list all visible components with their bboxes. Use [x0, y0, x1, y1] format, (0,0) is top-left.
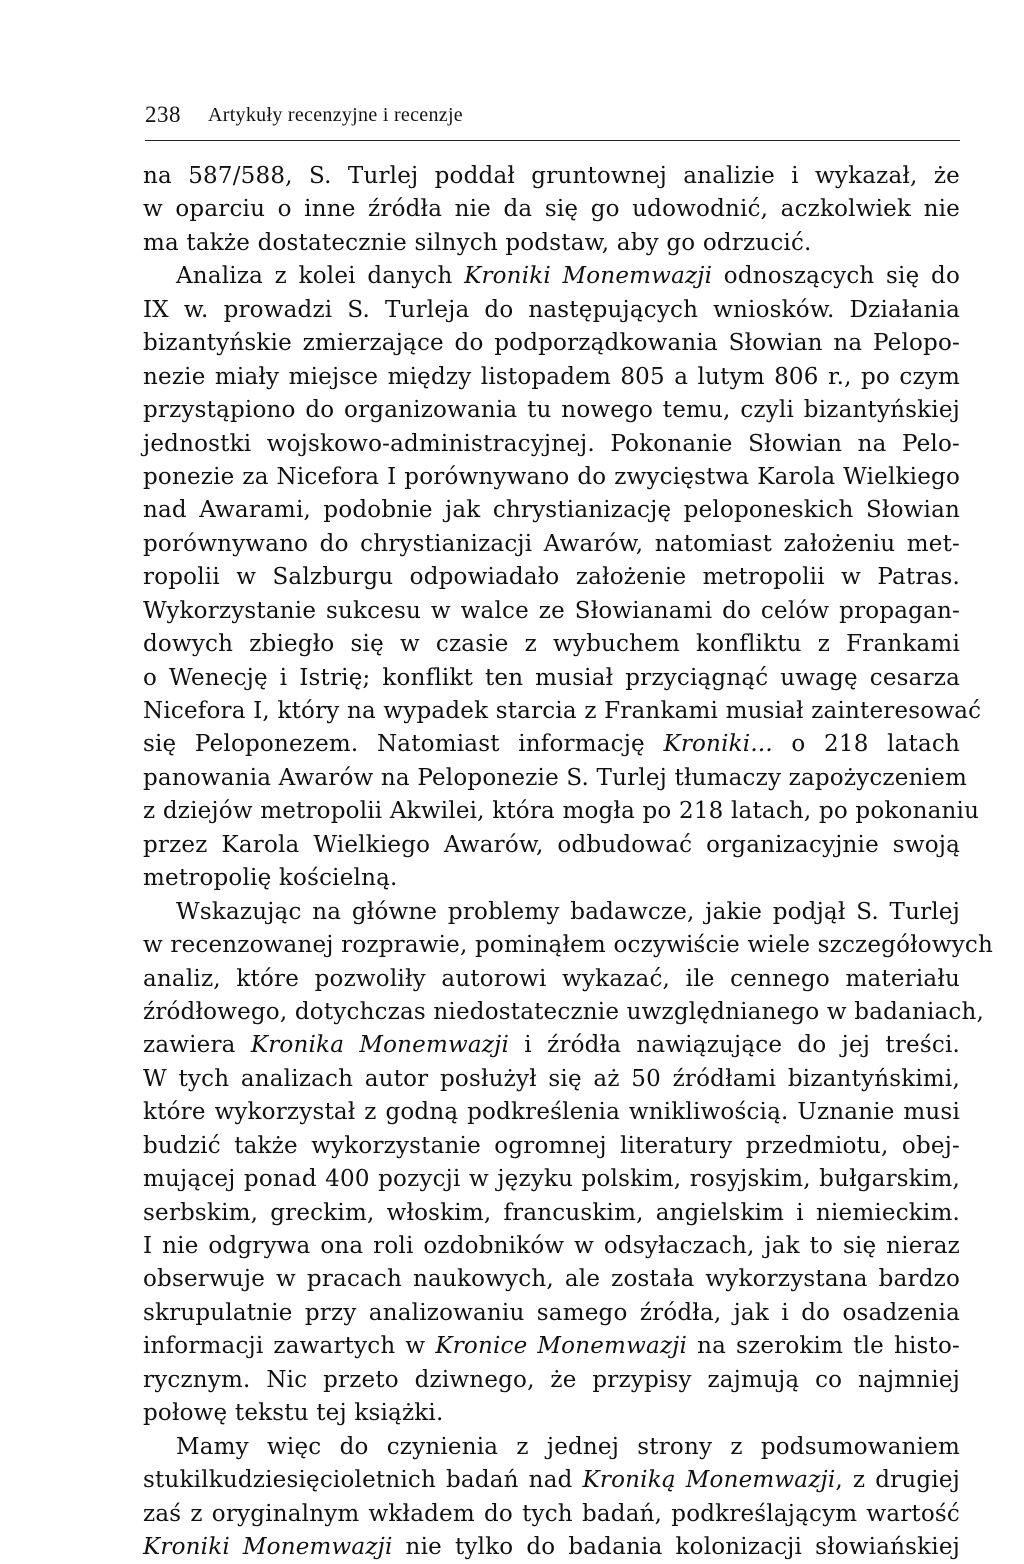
text-line: nezie miały miejsce między listopadem 805 a lutym 806 r., po czym — [143, 363, 960, 390]
text-line: źródłowego, dotychczas niedostatecznie uwzględnianego w badaniach, — [143, 998, 985, 1025]
text-line: Wskazując na główne problemy badawcze, jakie podjął S. Turlej — [176, 898, 960, 925]
text-line: stukilkudziesięcioletnich badań nad Kroniką Monemwazji, z drugiej — [143, 1467, 961, 1494]
text-line: budzić także wykorzystanie ogromnej literatury przedmiotu, obej- — [143, 1132, 960, 1159]
text-line: przez Karola Wielkiego Awarów, odbudować organizacyjnie swoją — [143, 831, 960, 858]
text-line: które wykorzystał z godną podkreślenia wnikliwością. Uznanie musi — [143, 1099, 960, 1126]
text-line: rycznym. Nic przeto dziwnego, że przypisy zajmują co najmniej — [143, 1366, 960, 1393]
text-line: I nie odgrywa ona roli ozdobników w odsyłaczach, jak to się nieraz — [143, 1233, 960, 1259]
text-line: Analiza z kolei danych Kroniki Monemwazji odnoszących się do — [176, 263, 960, 290]
text-line: z dziejów metropolii Akwilei, która mogła po 218 latach, po pokonaniu — [143, 798, 980, 825]
text-line: jednostki wojskowo-administracyjnej. Pokonanie Słowian na Pelo- — [143, 430, 960, 457]
page-number: 238 — [145, 102, 181, 127]
text-line: IX w. prowadzi S. Turleja do następujących wniosków. Działania — [143, 296, 960, 323]
body-text — [143, 160, 994, 1564]
text-line: zawiera Kronika Monemwazji i źródła nawiązujące do jej treści. — [143, 1032, 961, 1059]
text-line: połowę tekstu tej książki. — [143, 1400, 444, 1427]
text-line: bizantyńskie zmierzające do podporządkowania Słowian na Pelopo- — [143, 330, 960, 357]
text-line: dowych zbiegło się w czasie z wybuchem konfliktu z Frankami — [143, 631, 960, 658]
text-line: metropolię kościelną. — [143, 865, 398, 892]
text-line: Kroniki Monemwazji nie tylko do badania kolonizacji słowiańskiej — [143, 1533, 960, 1560]
text-line: mującej ponad 400 pozycji w języku polskim, rosyjskim, bułgarskim, — [143, 1166, 960, 1193]
text-line: ma także dostatecznie silnych podstaw, aby go odrzucić. — [143, 229, 812, 256]
running-title: Artykuły recenzyjne i recenzje — [208, 104, 463, 126]
text-line: się Peloponezem. Natomiast informację Kroniki... o 218 latach — [143, 731, 960, 758]
text-line: ropolii w Salzburgu odpowiadało założenie metropolii w Patras. — [143, 564, 960, 591]
text-line: serbskim, greckim, włoskim, francuskim, angielskim i niemieckim. — [143, 1199, 960, 1226]
text-line: Mamy więc do czynienia z jednej strony z podsumowaniem — [176, 1433, 960, 1460]
text-line: porównywano do chrystianizacji Awarów, natomiast założeniu met- — [143, 530, 960, 557]
text-line: o Wenecję i Istrię; konflikt ten musiał przyciągnąć uwagę cesarza — [143, 664, 960, 691]
text-line: Wykorzystanie sukcesu w walce ze Słowianami do celów propagan- — [143, 597, 960, 624]
text-line: obserwuje w pracach naukowych, ale została wykorzystana bardzo — [143, 1266, 960, 1293]
text-line: W tych analizach autor posłużył się aż 50 źródłami bizantyńskimi, — [143, 1065, 960, 1092]
text-line: na 587/588, S. Turlej poddał gruntownej analizie i wykazał, że — [143, 163, 960, 189]
text-line: ponezie za Nicefora I porównywano do zwycięstwa Karola Wielkiego — [143, 463, 960, 490]
text-line: w oparciu o inne źródła nie da się go udowodnić, aczkolwiek nie — [143, 196, 960, 223]
text-line: w recenzowanej rozprawie, pominąłem oczywiście wiele szczegółowych — [143, 932, 994, 959]
text-line: nad Awarami, podobnie jak chrystianizację peloponeskich Słowian — [143, 497, 960, 524]
running-header — [145, 100, 960, 141]
text-line: skrupulatnie przy analizowaniu samego źródła, jak i do osadzenia — [143, 1299, 960, 1326]
text-line: przystąpiono do organizowania tu nowego temu, czyli bizantyńskiej — [143, 397, 960, 424]
text-line: zaś z oryginalnym wkładem do tych badań, podkreślającym wartość — [143, 1500, 960, 1527]
text-line: Nicefora I, który na wypadek starcia z Frankami musiał zainteresować — [143, 698, 982, 724]
text-line: analiz, które pozwoliły autorowi wykazać, ile cennego materiału — [143, 965, 960, 992]
text-line: informacji zawartych w Kronice Monemwazji na szerokim tle histo- — [143, 1333, 961, 1360]
text-line: panowania Awarów na Peloponezie S. Turlej tłumaczy zapożyczeniem — [143, 764, 967, 791]
